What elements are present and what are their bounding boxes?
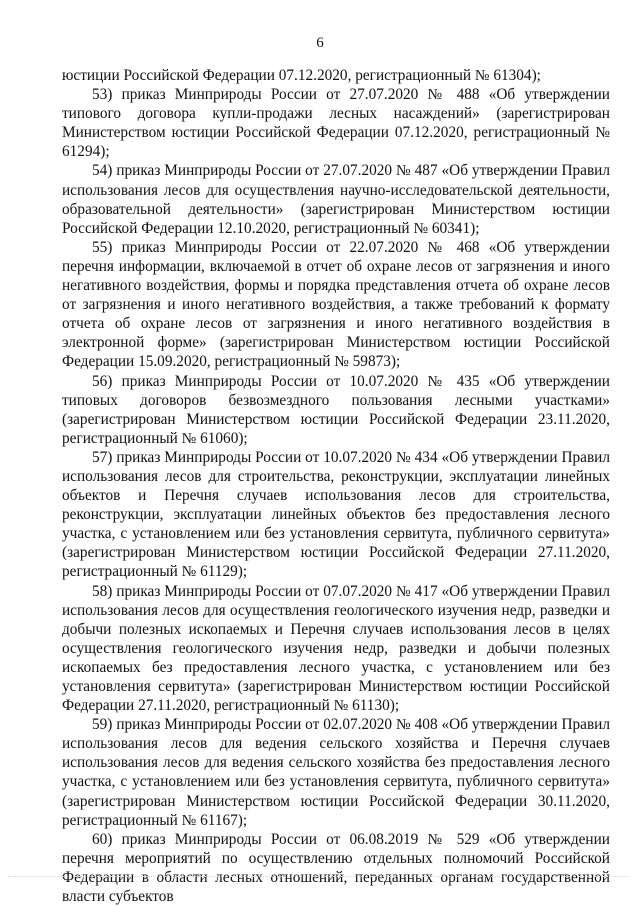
list-item-58: 58) приказ Минприроды России от 07.07.2020 № 417 «Об утверждении Правил использования лесов для осуществления геологического изучения недр, разведки и добычи полезных ископаемых и Перечня случаев использования лесов в целях осуществления геологического изучения недр, разведки и добычи полезных ископаемых без предоставления лесного участка, с установлением или без установления сервитута» (зарегистрирован Министерством юстиции Российской Федерации 27.11.2020, регистрационный № 61130); xyxy=(62,582,610,715)
list-item-54: 54) приказ Минприроды России от 27.07.2020 № 487 «Об утверждении Правил использования лесов для осуществления научно-исследовательской деятельности, образовательной деятельности» (зарегистрирован Министерством юстиции Российской Федерации 12.10.2020, регистрационный № 60341); xyxy=(62,162,610,237)
list-item-57: 57) приказ Минприроды России от 10.07.2020 № 434 «Об утверждении Правил использования лесов для строительства, реконструкции, эксплуатации линейных объектов и Перечня случаев использования лесов для строительства, реконструкции, эксплуатации линейных объектов без предоставления лесного участка, с установлением или без установления сервитута, публичного сервитута» (зарегистрирован Министерством юстиции Российской Федерации 27.11.2020, регистрационный № 61129); xyxy=(62,448,610,581)
list-item-59: 59) приказ Минприроды России от 02.07.2020 № 408 «Об утверждении Правил использования лесов для ведения сельского хозяйства и Перечня случаев использования лесов для ведения сельского хозяйства без предоставления лесного участка, с установлением или без установления сервитута, публичного сервитута» (зарегистрирован Министерством юстиции Российской Федерации 30.11.2020, регистрационный № 61167); xyxy=(62,716,610,829)
scan-edge-divider xyxy=(8,876,628,877)
list-item-55: 55) приказ Минприроды России от 22.07.2020 № 468 «Об утверждении перечня информации, включаемой в отчет об охране лесов от загрязнения и иного негативного воздействия, формы и порядка представления отчета об охране лесов от загрязнения и иного негативного воздействия, а также требований к формату отчета об охране лесов от загрязнения и иного негативного воздействия в электронной форме» (зарегистрирован Министерством юстиции Российской Федерации 15.09.2020, регистрационный № 59873); xyxy=(62,238,610,371)
list-item-53: 53) приказ Минприроды России от 27.07.2020 № 488 «Об утверждении типового договора купли-продажи лесных насаждений» (зарегистрирован Министерством юстиции Российской Федерации 07.12.2020, регистрационный № 61294); xyxy=(62,86,610,161)
list-item-60: 60) приказ Минприроды России от 06.08.2019 № 529 «Об утверждении перечня мероприятий по осуществлению отдельных полномочий Российской Федерации в области лесных отношений, переданных органам государственной власти субъектов xyxy=(62,830,610,906)
list-item-56: 56) приказ Минприроды России от 10.07.2020 № 435 «Об утверждении типовых договоров безвозмездного пользования лесными участками» (зарегистрирован Министерством юстиции Российской Федерации 23.11.2020, регистрационный № 61060); xyxy=(62,372,610,447)
page-number: 6 xyxy=(316,35,324,51)
document-body xyxy=(62,66,610,906)
paragraph-continuation: юстиции Российской Федерации 07.12.2020, регистрационный № 61304); xyxy=(62,67,541,84)
